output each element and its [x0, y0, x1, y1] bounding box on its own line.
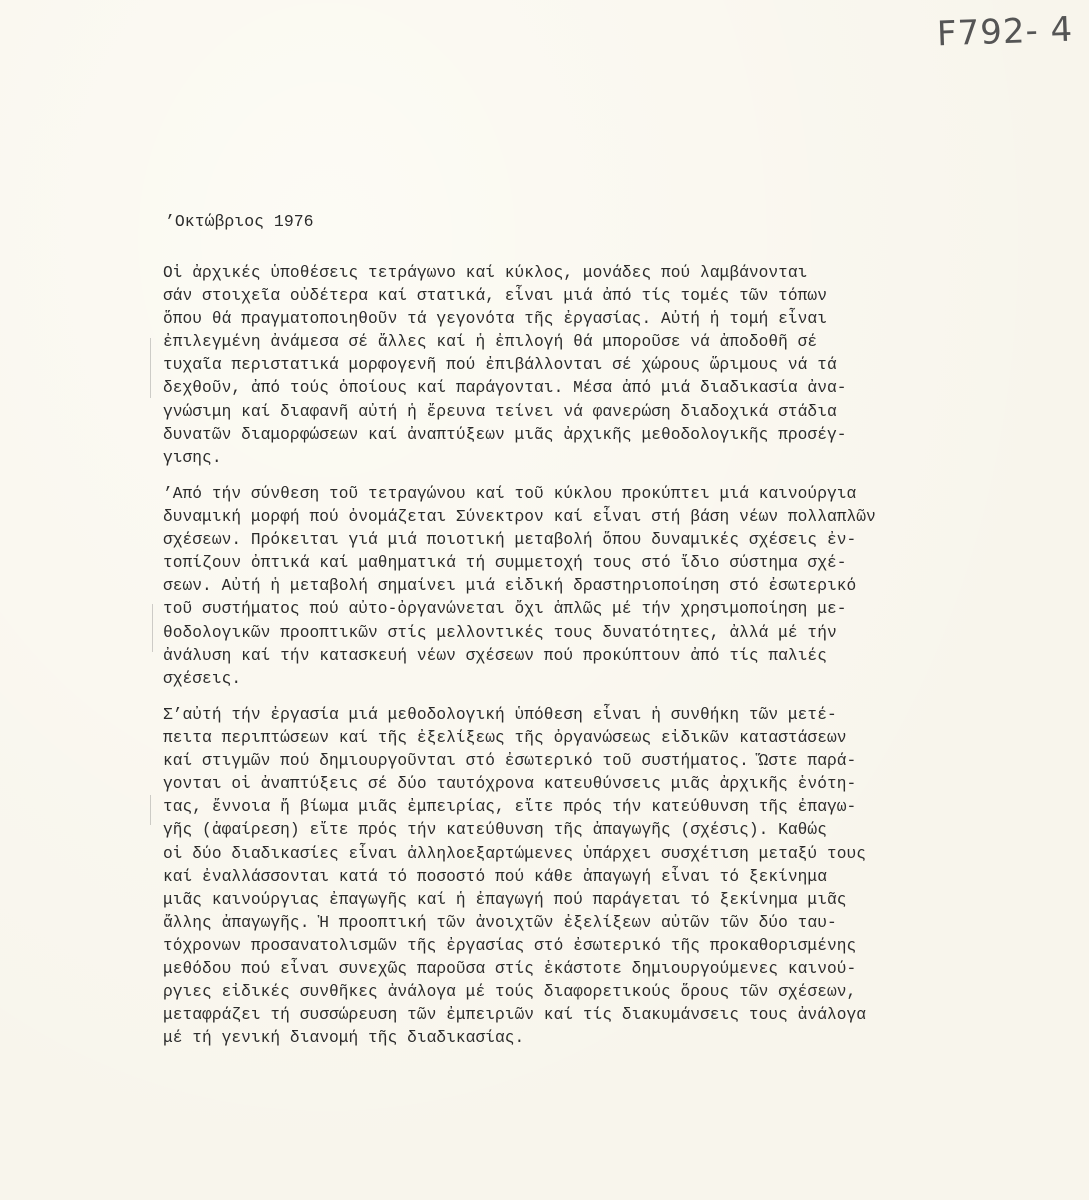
- archive-reference-mark: F792- 4: [936, 9, 1074, 55]
- text-line: καί στιγμῶν πού δημιουργοῦνται στό ἐσωτερικό τοῦ συστήματος. Ὥστε παρά-: [163, 752, 857, 771]
- text-line: δυνατῶν διαμορφώσεων καί ἀναπτύξεων μιᾶς ἀρχικῆς μεθοδολογικῆς προσέγ-: [163, 425, 847, 444]
- text-line: γῆς (ἀφαίρεση) εἴτε πρός τήν κατεύθυνση τῆς ἀπαγωγῆς (σχέσις). Καθώς: [163, 821, 827, 840]
- pencil-margin-mark: [152, 604, 153, 652]
- text-line: γονται οἱ ἀναπτύξεις σέ δύο ταυτόχρονα κατευθύνσεις μιᾶς ἀρχικῆς ἑνότη-: [163, 775, 857, 794]
- text-line: οἱ δύο διαδικασίες εἶναι ἀλληλοεξαρτώμενες ὑπάρχει συσχέτιση μεταξύ τους: [163, 844, 867, 863]
- text-line: μιᾶς καινούργιας ἐπαγωγῆς καί ἡ ἐπαγωγή πού παράγεται τό ξεκίνημα μιᾶς: [163, 890, 847, 909]
- pencil-margin-mark: [150, 795, 151, 825]
- text-line: μεθόδου πού εἶναι συνεχῶς παροῦσα στίς ἑκάστοτε δημιουργούμενες καινού-: [163, 960, 857, 979]
- text-line: τυχαῖα περιστατικά μορφογενῆ πού ἐπιβάλλονται σέ χώρους ὥριμους νά τά: [163, 356, 837, 375]
- pencil-margin-mark: [150, 338, 151, 398]
- text-line: ὅπου θά πραγματοποιηθοῦν τά γεγονότα τῆς ἐργασίας. Αὐτή ἡ τομή εἶναι: [163, 310, 827, 329]
- text-line: τοπίζουν ὀπτικά καί μαθηματικά τή συμμετοχή τους στό ἴδιο σύστημα σχέ-: [163, 554, 847, 573]
- paragraph-2: [163, 483, 953, 691]
- text-line: τόχρονων προσανατολισμῶν τῆς ἐργασίας στό ἐσωτερικό τῆς προκαθορισμένης: [163, 936, 857, 955]
- text-line: γνώσιμη καί διαφανῆ αὐτή ἡ ἔρευνα τείνει νά φανερώση διαδοχικά στάδια: [163, 402, 837, 421]
- text-line: δυναμική μορφή πού ὀνομάζεται Σύνεκτρον καί εἶναι στή βάση νέων πολλαπλῶν: [163, 508, 876, 527]
- text-line: ἀνάλυση καί τήν κατασκευή νέων σχέσεων πού προκύπτουν ἀπό τίς παλιές: [163, 646, 827, 665]
- text-line: ’Από τήν σύνθεση τοῦ τετραγώνου καί τοῦ κύκλου προκύπτει μιά καινούργια: [163, 485, 857, 503]
- text-line: ἄλλης ἀπαγωγῆς. Ἡ προοπτική τῶν ἀνοιχτῶν ἐξελίξεων αὐτῶν τῶν δύο ταυ-: [163, 913, 837, 932]
- text-line: μέ τή γενική διανομή τῆς διαδικασίας.: [163, 1029, 525, 1048]
- text-line: τοῦ συστήματος πού αὐτο-ὀργανώνεται ὄχι ἁπλῶς μέ τήν χρησιμοποίηση με-: [163, 600, 847, 619]
- document-date: ’Οκτώβριος 1976: [165, 212, 314, 231]
- text-line: καί ἐναλλάσσονται κατά τό ποσοστό πού κάθε ἀπαγωγή εἶναι τό ξεκίνημα: [163, 867, 827, 886]
- text-line: σεων. Αὐτή ἡ μεταβολή σημαίνει μιά εἰδική δραστηριοποίηση στό ἐσωτερικό: [163, 577, 857, 596]
- text-line: γισης.: [163, 448, 222, 467]
- paragraph-1: [163, 262, 953, 470]
- text-line: δεχθοῦν, ἀπό τούς ὁποίους καί παράγονται. Μέσα ἀπό μιά διαδικασία ἀνα-: [163, 379, 847, 398]
- text-line: θοδολογικῶν προοπτικῶν στίς μελλοντικές τους δυνατότητες, ἀλλά μέ τήν: [163, 623, 837, 642]
- text-line: σχέσεις.: [163, 669, 242, 688]
- paragraph-3: [163, 704, 953, 1050]
- text-line: σάν στοιχεῖα οὐδέτερα καί στατικά, εἶναι μιά ἀπό τίς τομές τῶν τόπων: [163, 287, 827, 306]
- text-line: πειτα περιπτώσεων καί τῆς ἐξελίξεως τῆς ὀργανώσεως εἰδικῶν καταστάσεων: [163, 729, 847, 748]
- text-line: Σ’αὐτή τήν ἐργασία μιά μεθοδολογική ὑπόθεση εἶναι ἡ συνθήκη τῶν μετέ-: [163, 706, 837, 724]
- text-line: ἐπιλεγμένη ἀνάμεσα σέ ἄλλες καί ἡ ἐπιλογή θά μποροῦσε νά ἀποδοθῆ σέ: [163, 333, 818, 352]
- text-line: μεταφράζει τή συσσώρευση τῶν ἐμπειριῶν καί τίς διακυμάνσεις τους ἀνάλογα: [163, 1006, 867, 1025]
- text-line: Οἱ ἀρχικές ὑποθέσεις τετράγωνο καί κύκλος, μονάδες πού λαμβάνονται: [163, 264, 808, 282]
- text-line: σχέσεων. Πρόκειται γιά μιά ποιοτική μεταβολή ὅπου δυναμικές σχέσεις ἐν-: [163, 531, 857, 550]
- text-line: ργιες εἰδικές συνθῆκες ἀνάλογα μέ τούς διαφορετικούς ὅρους τῶν σχέσεων,: [163, 983, 857, 1002]
- text-line: τας, ἔννοια ἤ βίωμα μιᾶς ἐμπειρίας, εἴτε πρός τήν κατεύθυνση τῆς ἐπαγω-: [163, 798, 857, 817]
